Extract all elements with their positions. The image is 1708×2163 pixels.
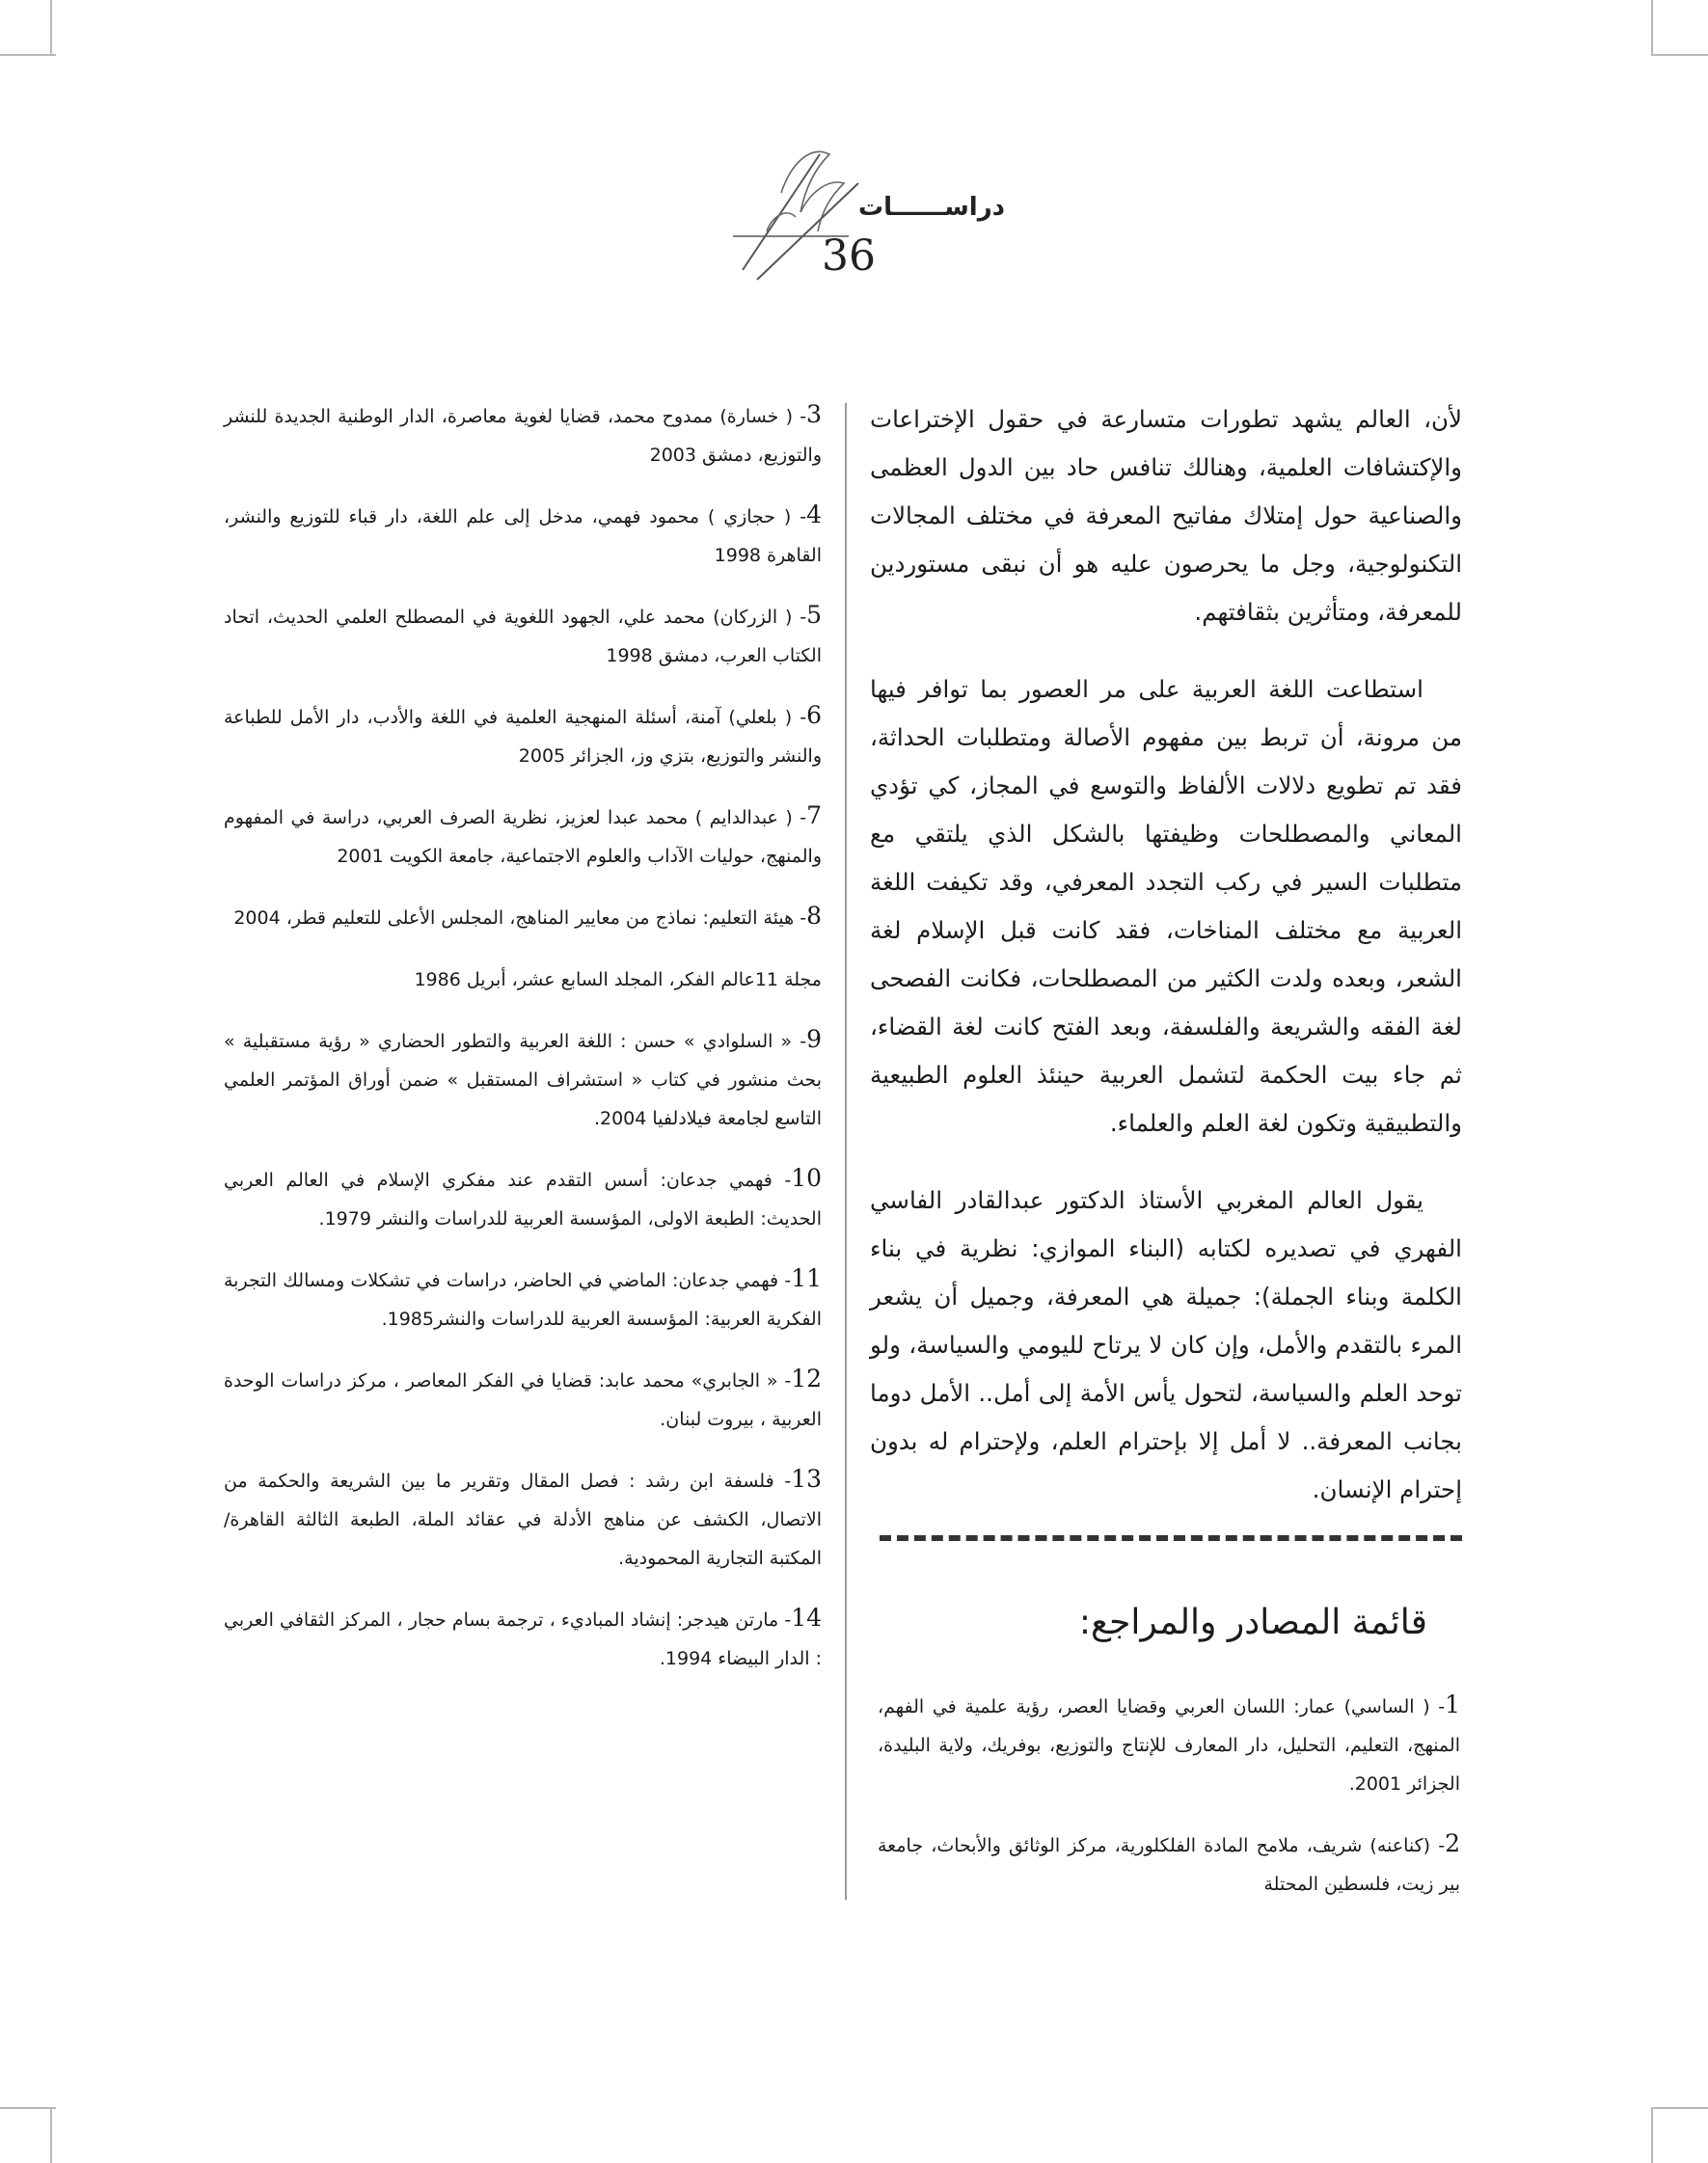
reference-item: 13- فلسفة ابن رشد : فصل المقال وتقرير ما بين الشريعة والحكمة من الاتصال، الكشف عن مناهج الأدلة في عقائد الملة، الطبعة الثالثة القاهرة/ المكتبة التجارية المحمودية. [224,1465,822,1569]
crop-mark [1651,54,1708,56]
reference-item: 4- ( حجازي ) محمود فهمي، مدخل إلى علم اللغة، دار قباء للتوزيع والنشر، القاهرة 1998 [224,500,822,566]
crop-mark [50,0,52,56]
main-article-column [870,395,1462,1543]
body-paragraph: لأن، العالم يشهد تطورات متسارعة في حقول الإختراعات والإكتشافات العلمية، وهنالك تنافس حاد بين الدول العظمى والصناعية حول إمتلاك مفاتيح المعرفة في مختلف المجالات التكنولوجية، وجل ما يحرصون عليه هو أن نبقى مستوردين للمعرفة، ومتأثرين بثقافتهم. [870,405,1462,626]
reference-item: 11- فهمي جدعان: الماضي في الحاضر، دراسات في تشكلات ومسالك التجربة الفكرية العربية: المؤسسة العربية للدراسات والنشر1985. [224,1264,822,1330]
body-paragraph: استطاعت اللغة العربية على مر العصور بما توافر فيها من مرونة، أن تربط بين مفهوم الأصالة ومتطلبات الحداثة، فقد تم تطويع دلالات الألفاظ والتوسع في المجاز، كي تؤدي المعاني والمصطلحات وظيفتها بالشكل الذي يلتقي مع متطلبات السير في ركب التجدد المعرفي، وقد تكيفت اللغة العربية مع مختلف المناخات، فقد كانت قبل الإسلام لغة الشعر، وبعده ولدت الكثير من المصطلحات، فكانت الفصحى لغة الفقه والشريعة والفلسفة، وبعد الفتح كانت لغة القضاء، ثم جاء بيت الحكمة لتشمل العربية حينئذ العلوم الطبيعية والتطبيقية وتكون لغة العلم والعلماء. [870,675,1462,1137]
references-title: قائمة المصادر والمراجع: [1078,1603,1427,1642]
reference-item: 9- « السلوادي » حسن : اللغة العربية والتطور الحضاري « رؤية مستقبلية » بحث منشور في كتاب « استشراف المستقبل » ضمن أوراق المؤتمر العلمي التاسع لجامعة فيلادلفيا 2004. [224,1025,822,1129]
body-paragraph: يقول العالم المغربي الأستاذ الدكتور عبدالقادر الفاسي الفهري في تصديره لكتابه (البناء الموازي: نظرية في بناء الكلمة وبناء الجملة): جميلة هي المعرفة، وجميل أن يشعر المرء بالتقدم والأمل، وإن كان لا يرتاح لليومي والسياسة، ولو توحد العلم والسياسة، لتحول يأس الأمة إلى أمل.. الأمل دوما بجانب المعرفة.. لا أمل إلا بإحترام العلم، ولإحترام له بدون إحترام الإنسان. [870,1186,1462,1503]
crop-mark [0,54,56,56]
reference-item: 3- ( خسارة) ممدوح محمد، قضايا لغوية معاصرة، الدار الوطنية الجديدة للنشر والتوزيع، دمشق 2003 [224,400,822,466]
page-number: 36 [822,231,876,281]
page-header [675,125,1022,289]
reference-item: 14- مارتن هيدجر: إنشاد المباديء ، ترجمة بسام حجار ، المركز الثقافي العربي : الدار البيضاء 1994. [224,1604,822,1669]
references-list-right [878,1686,1460,1925]
crop-mark [0,2107,56,2109]
reference-item: 12- « الجابري» محمد عابد: قضايا في الفكر المعاصر ، مركز دراسات الوحدة العربية ، بيروت لبنان. [224,1365,822,1430]
column-divider [845,403,847,1900]
section-label: دراســــــات [858,193,1006,222]
reference-item: 7- ( عبدالدايم ) محمد عبدا لعزيز، نظرية الصرف العربي، دراسة في المفهوم والمنهج، حوليات الآداب والعلوم الاجتماعية، جامعة الكويت 2001 [224,801,822,867]
reference-item: 8- هيئة التعليم: نماذج من معايير المناهج، المجلس الأعلى للتعليم قطر، 2004 [233,902,822,930]
reference-item: 1- ( الساسي) عمار: اللسان العربي وقضايا العصر، رؤية علمية في الفهم، المنهج، التعليم، التحليل، دار المعارف للإنتاج والتوزيع، بوفريك، ولاية البليدة، الجزائر 2001. [878,1690,1460,1795]
crop-mark [1651,0,1653,56]
reference-item: 10- فهمي جدعان: أسس التقدم عند مفكري الإسلام في العالم العربي الحديث: الطبعة الاولى، المؤسسة العربية للدراسات والنشر 1979. [224,1164,822,1230]
reference-item: 5- ( الزركان) محمد علي، الجهود اللغوية في المصطلح العلمي الحديث، اتحاد الكتاب العرب، دمشق 1998 [224,601,822,666]
crop-mark [50,2107,52,2163]
reference-item: 6- ( بلعلي) آمنة، أسئلة المنهجية العلمية في اللغة والأدب، دار الأمل للطباعة والنشر والتوزيع، بتزي وز، الجزائر 2005 [224,701,822,767]
references-list-left [224,395,822,1699]
reference-item: 2- (كناعنه) شريف، ملامح المادة الفلكلورية، مركز الوثائق والأبحاث، جامعة بير زيت، فلسطين المحتلة [878,1829,1460,1895]
crop-mark [1651,2107,1653,2163]
reference-item: مجلة 11عالم الفكر، المجلد السابع عشر، أبريل 1986 [414,969,822,990]
dashed-divider [880,1535,1462,1541]
crop-mark [1651,2107,1708,2109]
